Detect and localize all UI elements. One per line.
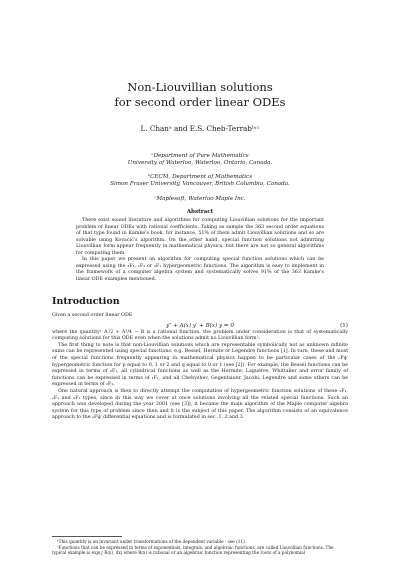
body-paragraph-1: where the quantity¹ A′/2 + A²/4 − B is a rational function, the problem under consideration is that of systematically computing solutions for this ODE even when the solutions admit no Liouvillian form². — [52, 329, 348, 342]
equation-text: y″ + A(x) y′ + B(x) y = 0 — [166, 323, 234, 329]
footnote-1: ¹This quantity is an invariant under transformations of the dependent variable - see (11). — [57, 539, 247, 544]
paper-title-line-2: for second order linear ODEs — [114, 95, 286, 109]
abstract-heading: Abstract — [186, 209, 214, 215]
affiliation-a-line-2: University of Waterloo, Waterloo, Ontario, Canada. — [127, 160, 273, 166]
affiliation-b-line-1: ᵇCECM, Department of Mathematics — [147, 174, 253, 180]
footnotes — [52, 539, 348, 556]
author-list: L. Chanᵃ and E.S. Cheb-Terrabᵇ˒ᶜ — [140, 124, 260, 133]
body-text — [52, 313, 348, 422]
affiliation-a-line-1: ᵃDepartment of Pure Mathematics — [151, 153, 249, 159]
footnote-rule — [52, 536, 122, 537]
section-heading: Introduction — [52, 296, 120, 307]
abstract-paragraph-2: In this paper we present an algorithm for computing special function solutions which can be expressed using the ₂F₁, ₁F₁ or ₀F₁ hypergeometric functions. The algorithm is easy to implement in the framework of a computer algebra system and systematically solves 91% of the 363 Kamke's linear ODE examples mentioned. — [76, 257, 324, 282]
equation-1 — [52, 323, 348, 329]
abstract-body — [76, 218, 324, 283]
affiliation-c-line-1: ᶜMaplesoft, Waterloo Maple Inc. — [154, 196, 246, 202]
affiliation-c — [0, 196, 400, 203]
body-paragraph-3: One natural approach is then to directly attempt the computation of hypergeometric function solutions of these ₂F₁, ₁F₁ and ₀F₁ types, since in this way we cover at once solutions involving all the related special functions. Such an approach was developed during the year 2001 (see [3]), it became the main algorithm of the Maple computer algebra system for this type of problem since then and it is the subject of this paper. The algorithm consists of an equivalence approach to the ₚFѱ differential equations and is formulated in sec. 1, 2 and 3. — [52, 388, 348, 421]
footnote-2: ²Functions that can be expressed in terms of exponentials, integrals, and algebraic functions, are called Liouvillian functions. The typical example is exp(∫ R(x), dx) where R(x) is rational or an algebraic function representing the roots of a polynomial — [52, 544, 334, 556]
affiliation-b — [0, 174, 400, 188]
equation-number: (1) — [340, 323, 348, 329]
affiliation-a — [0, 153, 400, 167]
affiliation-b-line-2: Simon Fraser University, Vancouver, British Columbia, Canada. — [110, 181, 290, 187]
paper-title-line-1: Non-Liouvillian solutions — [127, 80, 273, 94]
intro-lead: Given a second order linear ODE — [52, 313, 133, 318]
abstract-paragraph-1: There exist sound literature and algorithms for computing Liouvillian solutions for the important problem of linear ODEs with rational coefficients. Taking as sample the 363 second order equations of that type found in Kamke's book, for instance, 51% of them admit Liouvillian solutions and so are solvable using Kovacic's algorithm. On the other hand, special function solutions not admitting Liouvillian form appear frequently in mathematical physics, but there are not so general algorithms for computing them. — [76, 218, 324, 256]
body-paragraph-2: The first thing to note is that non-Liouvillian solutions which are representable symbolically not as unknown infinite sums can be represented using special functions, e.g. Bessel, Hermite or Legendre functions [1]. In turn, these and most of the special functions frequently appearing in mathematical physics happen to be particular cases of the ₚFѱ hypergeometric function for p equal to 0, 1 or 2 and q equal to 0 or 1 (see [2]). For example, the Bessel functions can be expressed in terms of ₀F₁, all cylindrical functions as well as the Hermite, Laguerre, Whittaker and error family of functions can be expressed in terms of ₁F₁, and all Chebyshev, Gegenbauer, Jacobi, Legendre and some others can be expressed in terms of ₂F₁. — [52, 342, 348, 388]
